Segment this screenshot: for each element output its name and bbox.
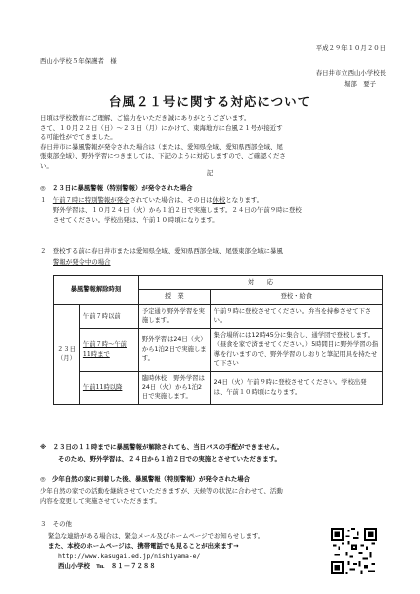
table-col1-header: 授 業 xyxy=(138,290,210,304)
table-row xyxy=(54,371,383,404)
item-number: １ xyxy=(40,196,53,204)
issuer-name: 堀部 要子 xyxy=(344,80,376,88)
school-cell: 午前９時に登校させてください。弁当を持参させて下さい。 xyxy=(210,304,382,328)
table-left-header: 暴風警報解除時刻 xyxy=(54,276,139,305)
school-cell: 24日（火）午前９時に登校させてください。学校出発は、午前１０時頃になります。 xyxy=(210,371,382,404)
day-label: ２３日（月） xyxy=(54,304,80,404)
time-cell: 午前11時以降 xyxy=(79,371,138,404)
section3-line: 少年自然の家での活動を継続させていただきますが、天候等の状況に合わせて、活動 xyxy=(40,487,283,495)
class-cell: 予定通り野外学習を実施します。 xyxy=(138,304,210,328)
underlined-text: 午前７時に特別警報が発令 xyxy=(52,196,130,204)
section3-body xyxy=(40,487,382,506)
class-cell: 野外学習は24日（火）から1泊2日で実施します。 xyxy=(138,328,210,371)
section2-line2: 警報が発令中の場合 xyxy=(53,258,111,266)
note-line2: そのため、野外学習は、２４日から１泊２日での実施とさせていただきます。 xyxy=(58,455,281,463)
class-cell: 臨時休校 野外学習は24日（火）から1泊2日で実施します。 xyxy=(138,371,210,404)
school-phone: 西山小学校 ℡ ８１－７２８８ xyxy=(58,562,156,570)
notice-date: 平成２９年１０月２０日 xyxy=(315,44,386,52)
intro-paragraph xyxy=(40,114,385,172)
table-col2-header: 登校・給食 xyxy=(210,290,382,304)
section1-body xyxy=(53,206,383,225)
section2-line1: ２ 登校する前に春日井市または愛知県全域、愛知県西部全域、尾張東部全域に暴風 xyxy=(40,247,283,255)
ki-marker: 記 xyxy=(206,169,214,177)
intro-line: 日頃は学校教育にご理解、ご協力をいただき誠にありがとうございます。 xyxy=(40,114,251,122)
item-text: となります。 xyxy=(225,196,264,204)
intro-line: 張東部全域）、野外学習につきましては、下記のように対応しますので、ご確認くださ xyxy=(40,152,286,161)
school-cell: 集合場所には12時45分に集合し、通学団で登校します。（昼食を家で済ませてください。）5時間目に野外学習の指導を行いますので、野外学習のしおりと筆記用具を持たせて下さい xyxy=(210,328,382,371)
section1-heading: ◎ ２３日に暴風警報（特別警報）が発令された場合 xyxy=(40,184,193,192)
note-line1: ※ ２３日の１１時までに暴風警報が解除されても、当日バスの手配ができません。 xyxy=(40,443,284,451)
section3-heading: ◎ 少年自然の家に到着した後、暴風警報（特別警報）が発令された場合 xyxy=(40,475,251,483)
time-cell: 午前７時～午前11時まで xyxy=(79,328,138,371)
item-text: されていた場合は、その日は xyxy=(129,196,213,204)
qr-code-icon xyxy=(331,528,377,574)
notice-title: 台風２１号に関する対応について xyxy=(108,94,312,109)
intro-line: る可能性がでてきました。 xyxy=(40,133,117,142)
intro-line: 春日井市に暴風警報が発令された場合は（または、愛知県全域、愛知県西部全域、尾 xyxy=(40,142,283,151)
table-row xyxy=(54,304,383,328)
section4-heading: ３ その他 xyxy=(40,520,72,528)
underlined-text: 休校 xyxy=(212,196,226,204)
recipient: 西山小学校５年保護者 様 xyxy=(40,57,117,65)
section4-line1: 緊急な連絡がある場合は、緊急メール及びホームページでお知らせします。 xyxy=(48,532,265,540)
table-row xyxy=(54,328,383,371)
time-cell: 午前７時以前 xyxy=(79,304,138,328)
section1-item xyxy=(40,196,263,206)
warning-response-table xyxy=(53,275,383,405)
homepage-url[interactable]: http://www.kasugai.ed.jp/nishiyama-e/ xyxy=(58,552,201,560)
section1-line: 野外学習は、１０月２４日（火）から１泊２日で実施します。２４日の午前９時に登校 xyxy=(53,206,302,214)
intro-line: い。 xyxy=(40,162,53,171)
intro-line: さて、１０月２２日（日）～２３日（月）にかけて、東海地方に台風２１号が接近す xyxy=(40,123,283,132)
section4-line2: また、本校のホームページは、携帯電話でも見ることが出来ます→ xyxy=(48,542,239,550)
issuer-school: 春日井市立西山小学校長 xyxy=(315,69,386,77)
section3-line: 内容を変更して実施させていただきます。 xyxy=(40,496,161,505)
table-top-header: 対 応 xyxy=(138,276,382,290)
section1-line: させてください。学校出発は、午前１０時頃になります。 xyxy=(53,215,219,224)
